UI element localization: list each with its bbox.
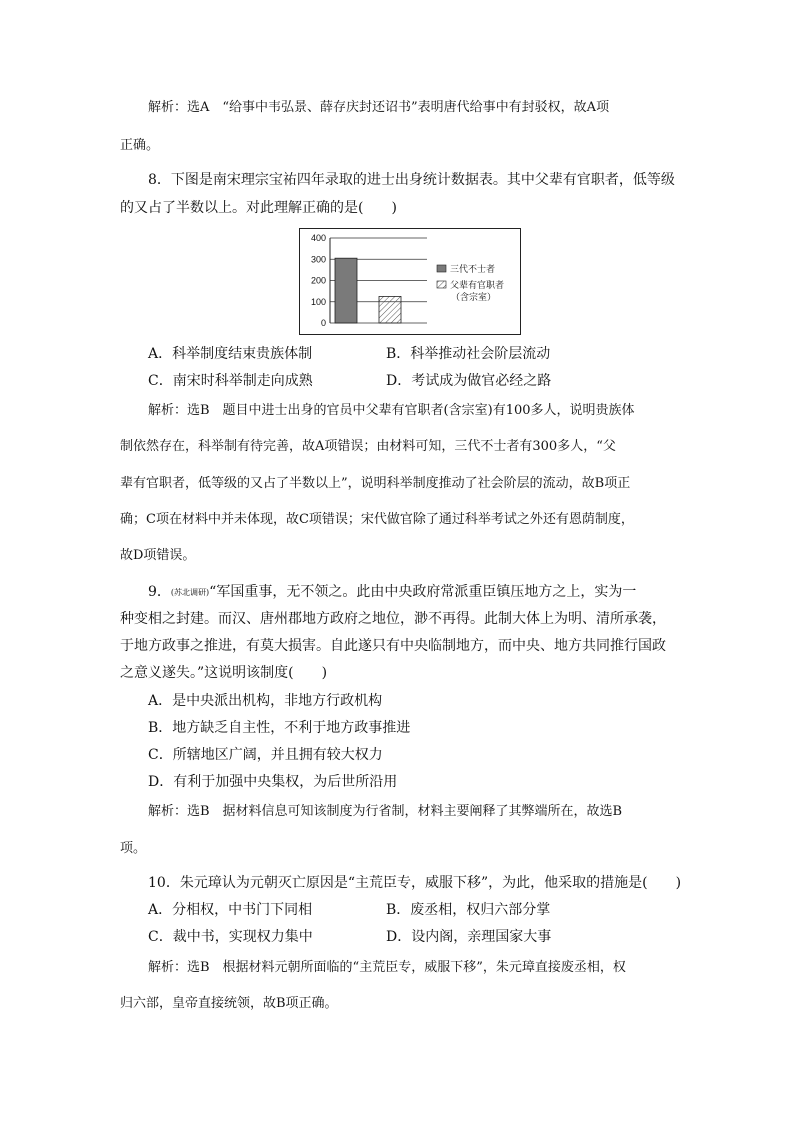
- y-tick-label: 400: [310, 233, 326, 243]
- legend-swatch-2: [437, 281, 446, 288]
- y-tick-label: 300: [310, 254, 326, 265]
- q9-option-d[interactable]: D．有利于加强中央集权，为后世所沿用: [148, 774, 398, 790]
- q8-analysis-line4: 确；C项在材料中并未体现，故C项错误；宋代做官除了通过科举考试之外还有恩荫制度，: [120, 512, 634, 527]
- q7-analysis-line2: 正确。: [120, 138, 160, 153]
- q9-stem-line1: [148, 582, 636, 603]
- q9-option-b[interactable]: B．地方缺乏自主性，不利于地方政事推进: [148, 720, 411, 736]
- q8-option-d[interactable]: D．考试成为做官必经之路: [386, 373, 552, 389]
- q8-option-c[interactable]: C．南宋时科举制走向成熟: [148, 373, 313, 389]
- legend-label-2: 父辈有官职者: [450, 281, 505, 291]
- q7-analysis-line1: 解析：选A “给事中韦弘景、薛存庆封还诏书”表明唐代给事中有封驳权，故A项: [148, 100, 610, 115]
- q8-analysis-line3: 辈有官职者，低等级的又占了半数以上”，说明科举制度推动了社会阶层的流动，故B项正: [120, 476, 631, 491]
- q8-stem-line1: 8．下图是南宋理宗宝祐四年录取的进士出身统计数据表。其中父辈有官职者，低等级: [148, 172, 675, 188]
- legend-swatch-1: [437, 265, 446, 272]
- q8-stem-line2: 的又占了半数以上。对此理解正确的是( ): [120, 200, 397, 216]
- q9-analysis-line2: 项。: [120, 841, 147, 856]
- q10-option-d[interactable]: D．设内阁，亲理国家大事: [386, 929, 552, 945]
- q9-stem-line3: 于地方政事之推进，有莫大损害。自此遂只有中央临制地方，而中央、地方共同推行国政: [120, 638, 666, 654]
- q8-option-b[interactable]: B．科举推动社会阶层流动: [386, 346, 551, 362]
- q10-option-b[interactable]: B．废丞相，权归六部分掌: [386, 902, 551, 918]
- q9-stem-line2: 种变相之封建。而汉、唐州郡地方政府之地位，渺不再得。此制大体上为明、清所承袭，: [120, 611, 666, 627]
- y-tick-label: 0: [320, 318, 326, 328]
- legend-label-1: 三代不士者: [450, 265, 496, 275]
- q9-source-tag: (苏北调研): [170, 588, 210, 597]
- q8-analysis-line1: 解析：选B 题目中进士出身的官员中父辈有官职者(含宗室)有100多人，说明贵族体: [148, 403, 635, 418]
- q10-option-a[interactable]: A．分相权，中书门下同相: [148, 902, 313, 918]
- bar-father-official: [379, 296, 401, 323]
- q8-analysis-line5: 故D项错误。: [120, 548, 196, 563]
- y-tick-label: 200: [310, 275, 326, 286]
- q10-analysis-line2: 归六部，皇帝直接统领，故B项正确。: [120, 996, 338, 1011]
- q8-bar-chart: [299, 228, 521, 335]
- q10-stem: 10．朱元璋认为元朝灭亡原因是“主荒臣专，威服下移”，为此，他采取的措施是( ): [148, 875, 682, 891]
- q9-stem-line4: 之意义遂失。”这说明该制度( ): [120, 665, 328, 681]
- y-tick-label: 100: [310, 296, 326, 307]
- q10-analysis-line1: 解析：选B 根据材料元朝所面临的“主荒臣专，威服下移”，朱元璋直接废丞相，权: [148, 960, 626, 975]
- q9-option-c[interactable]: C．所辖地区广阔，并且拥有较大权力: [148, 747, 383, 763]
- q9-number: 9．: [148, 584, 171, 600]
- q8-analysis-line2: 制依然存在，科举制有待完善，故A项错误；由材料可知，三代不士者有300多人，“父: [120, 439, 616, 454]
- q10-option-c[interactable]: C．裁中书，实现权力集中: [148, 929, 313, 945]
- q9-stem-text1: “军国重事，无不领之。此由中央政府常派重臣镇压地方之上，实为一: [209, 584, 637, 600]
- q9-option-a[interactable]: A．是中央派出机构，非地方行政机构: [148, 693, 383, 709]
- q8-option-a[interactable]: A．科举制度结束贵族体制: [148, 346, 313, 362]
- legend-label-2-sub: （含宗室）: [451, 293, 497, 303]
- bar-three-generations-non-scholar: [335, 258, 357, 323]
- q9-analysis-line1: 解析：选B 据材料信息可知该制度为行省制，材料主要阐释了其弊端所在，故选B: [148, 804, 623, 819]
